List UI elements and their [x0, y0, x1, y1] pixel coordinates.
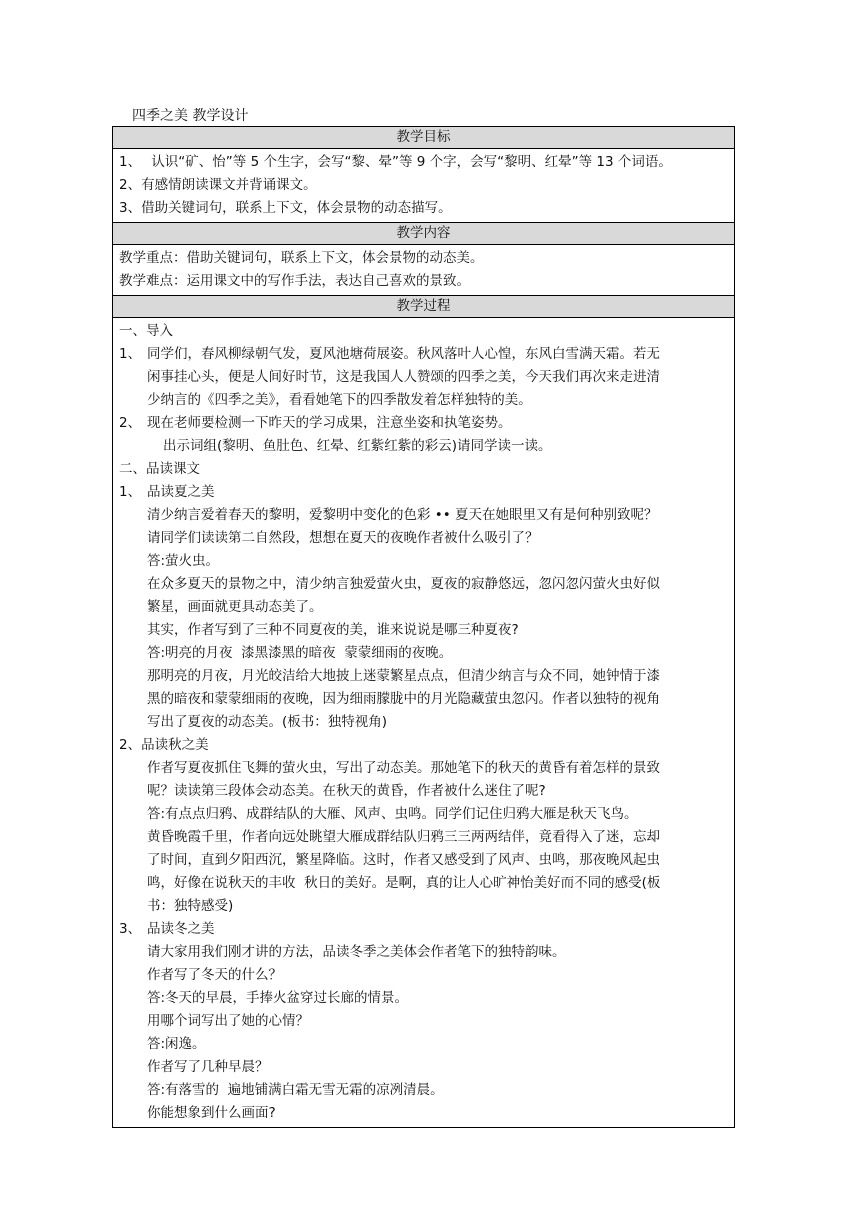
summer-line: 在众多夏天的景物之中，清少纳言独爱萤火虫，夏夜的寂静悠远，忽闪忽闪萤火虫好似	[147, 576, 660, 592]
process-header: 教学过程	[113, 296, 734, 318]
autumn-line: 鸣，好像在说秋天的丰收 秋日的美好。是啊，真的让人心旷神怡美好而不同的感受(板	[147, 875, 661, 891]
process-cell	[113, 318, 734, 1127]
goals-cell	[113, 149, 734, 223]
winter-line: 答:冬天的早晨，手捧火盆穿过长廊的情景。	[147, 990, 409, 1006]
autumn-line: 答:有点点归鸦、成群结队的大雁、风声、虫鸣。同学们记住归鸦大雁是秋天飞鸟。	[147, 806, 638, 822]
winter-line: 答:闲逸。	[147, 1036, 206, 1052]
summer-line: 其实，作者写到了三种不同夏夜的美，谁来说说是哪三种夏夜?	[147, 622, 519, 638]
winter-line: 作者写了几种早晨？	[147, 1059, 269, 1075]
summer-line: 答:明亮的月夜 漆黑漆黑的暗夜 蒙蒙细雨的夜晚。	[147, 645, 453, 661]
summer-line: 那明亮的月夜，月光皎洁给大地披上迷蒙繁星点点，但清少纳言与众不同，她钟情于漆	[147, 668, 660, 684]
summer-line: 答:萤火虫。	[147, 553, 220, 569]
document-title: 四季之美 教学设计	[132, 108, 249, 124]
autumn-line: 黄昏晚霞千里，作者向远处眺望大雁成群结队归鸦三三两两结伴，竟看得入了迷，忘却	[147, 829, 660, 845]
lesson-plan-table	[112, 126, 735, 1128]
winter-heading: 3、 品读冬之美	[119, 921, 215, 937]
part1-title: 一、导入	[119, 323, 173, 339]
goal-item-2: 2、有感情朗读课文并背诵课文。	[119, 177, 317, 193]
summer-line: 请同学们读读第二自然段，想想在夏天的夜晚作者被什么吸引了？	[147, 530, 539, 546]
key-point: 教学重点：借助关键词句，联系上下文，体会景物的动态美。	[119, 250, 484, 266]
autumn-line: 了时间，直到夕阳西沉，繁星降临。这时，作者又感受到了风声、虫鸣，那夜晚风起虫	[147, 852, 660, 868]
autumn-line: 呢？读读第三段体会动态美。在秋天的黄昏，作者被什么迷住了呢?	[147, 783, 546, 799]
part2-title: 二、品读课文	[119, 461, 200, 477]
summer-line: 繁星，画面就更具动态美了。	[147, 599, 323, 615]
content-header: 教学内容	[113, 223, 734, 245]
goals-header: 教学目标	[113, 127, 734, 149]
autumn-line: 书：独特感受)	[147, 898, 234, 914]
intro-item-1-line: 少纳言的《四季之美》，看看她笔下的四季散发着怎样独特的美。	[147, 392, 532, 408]
winter-line: 答:有落雪的 遍地铺满白霜无雪无霜的凉冽清晨。	[147, 1082, 444, 1098]
goal-item-1: 1、 认识“矿、怡”等 5 个生字，会写“黎、晕”等 9 个字，会写“黎明、红晕”等 13 个词语。	[119, 154, 672, 170]
intro-item-2-sub: 出示词组(黎明、鱼肚色、红晕、红紫红紫的彩云)请同学读一读。	[163, 438, 552, 454]
winter-line: 作者写了冬天的什么？	[147, 967, 282, 983]
winter-line: 你能想象到什么画面?	[147, 1105, 276, 1121]
summer-line: 写出了夏夜的动态美。(板书：独特视角)	[147, 714, 388, 730]
difficult-point: 教学难点：运用课文中的写作手法，表达自己喜欢的景致。	[119, 273, 470, 289]
content-cell	[113, 245, 734, 296]
winter-line: 请大家用我们刚才讲的方法，品读冬季之美体会作者笔下的独特韵味。	[147, 944, 566, 960]
autumn-line: 作者写夏夜抓住飞舞的萤火虫，写出了动态美。那她笔下的秋天的黄昏有着怎样的景致	[147, 760, 660, 776]
summer-line: 黑的暗夜和蒙蒙细雨的夜晚，因为细雨朦胧中的月光隐藏萤虫忽闪。作者以独特的视角	[147, 691, 660, 707]
winter-line: 用哪个词写出了她的心情？	[147, 1013, 309, 1029]
summer-line: 清少纳言爱着春天的黎明，爱黎明中变化的色彩 •• 夏天在她眼里又有是何种别致呢？	[147, 507, 658, 523]
goal-item-3: 3、借助关键词句，联系上下文，体会景物的动态描写。	[119, 200, 452, 216]
intro-item-1-line: 闲事挂心头，便是人间好时节，这是我国人人赞颂的四季之美，今天我们再次来走进清	[147, 369, 660, 385]
intro-item-2: 2、 现在老师要检测一下昨天的学习成果，注意坐姿和执笔姿势。	[119, 415, 512, 431]
summer-heading: 1、 品读夏之美	[119, 484, 215, 500]
autumn-heading: 2、品读秋之美	[119, 737, 209, 753]
intro-item-1: 1、 同学们，春风柳绿朝气发，夏风池塘荷展姿。秋风落叶人心惶，东风白雪满天霜。若无	[119, 346, 660, 362]
